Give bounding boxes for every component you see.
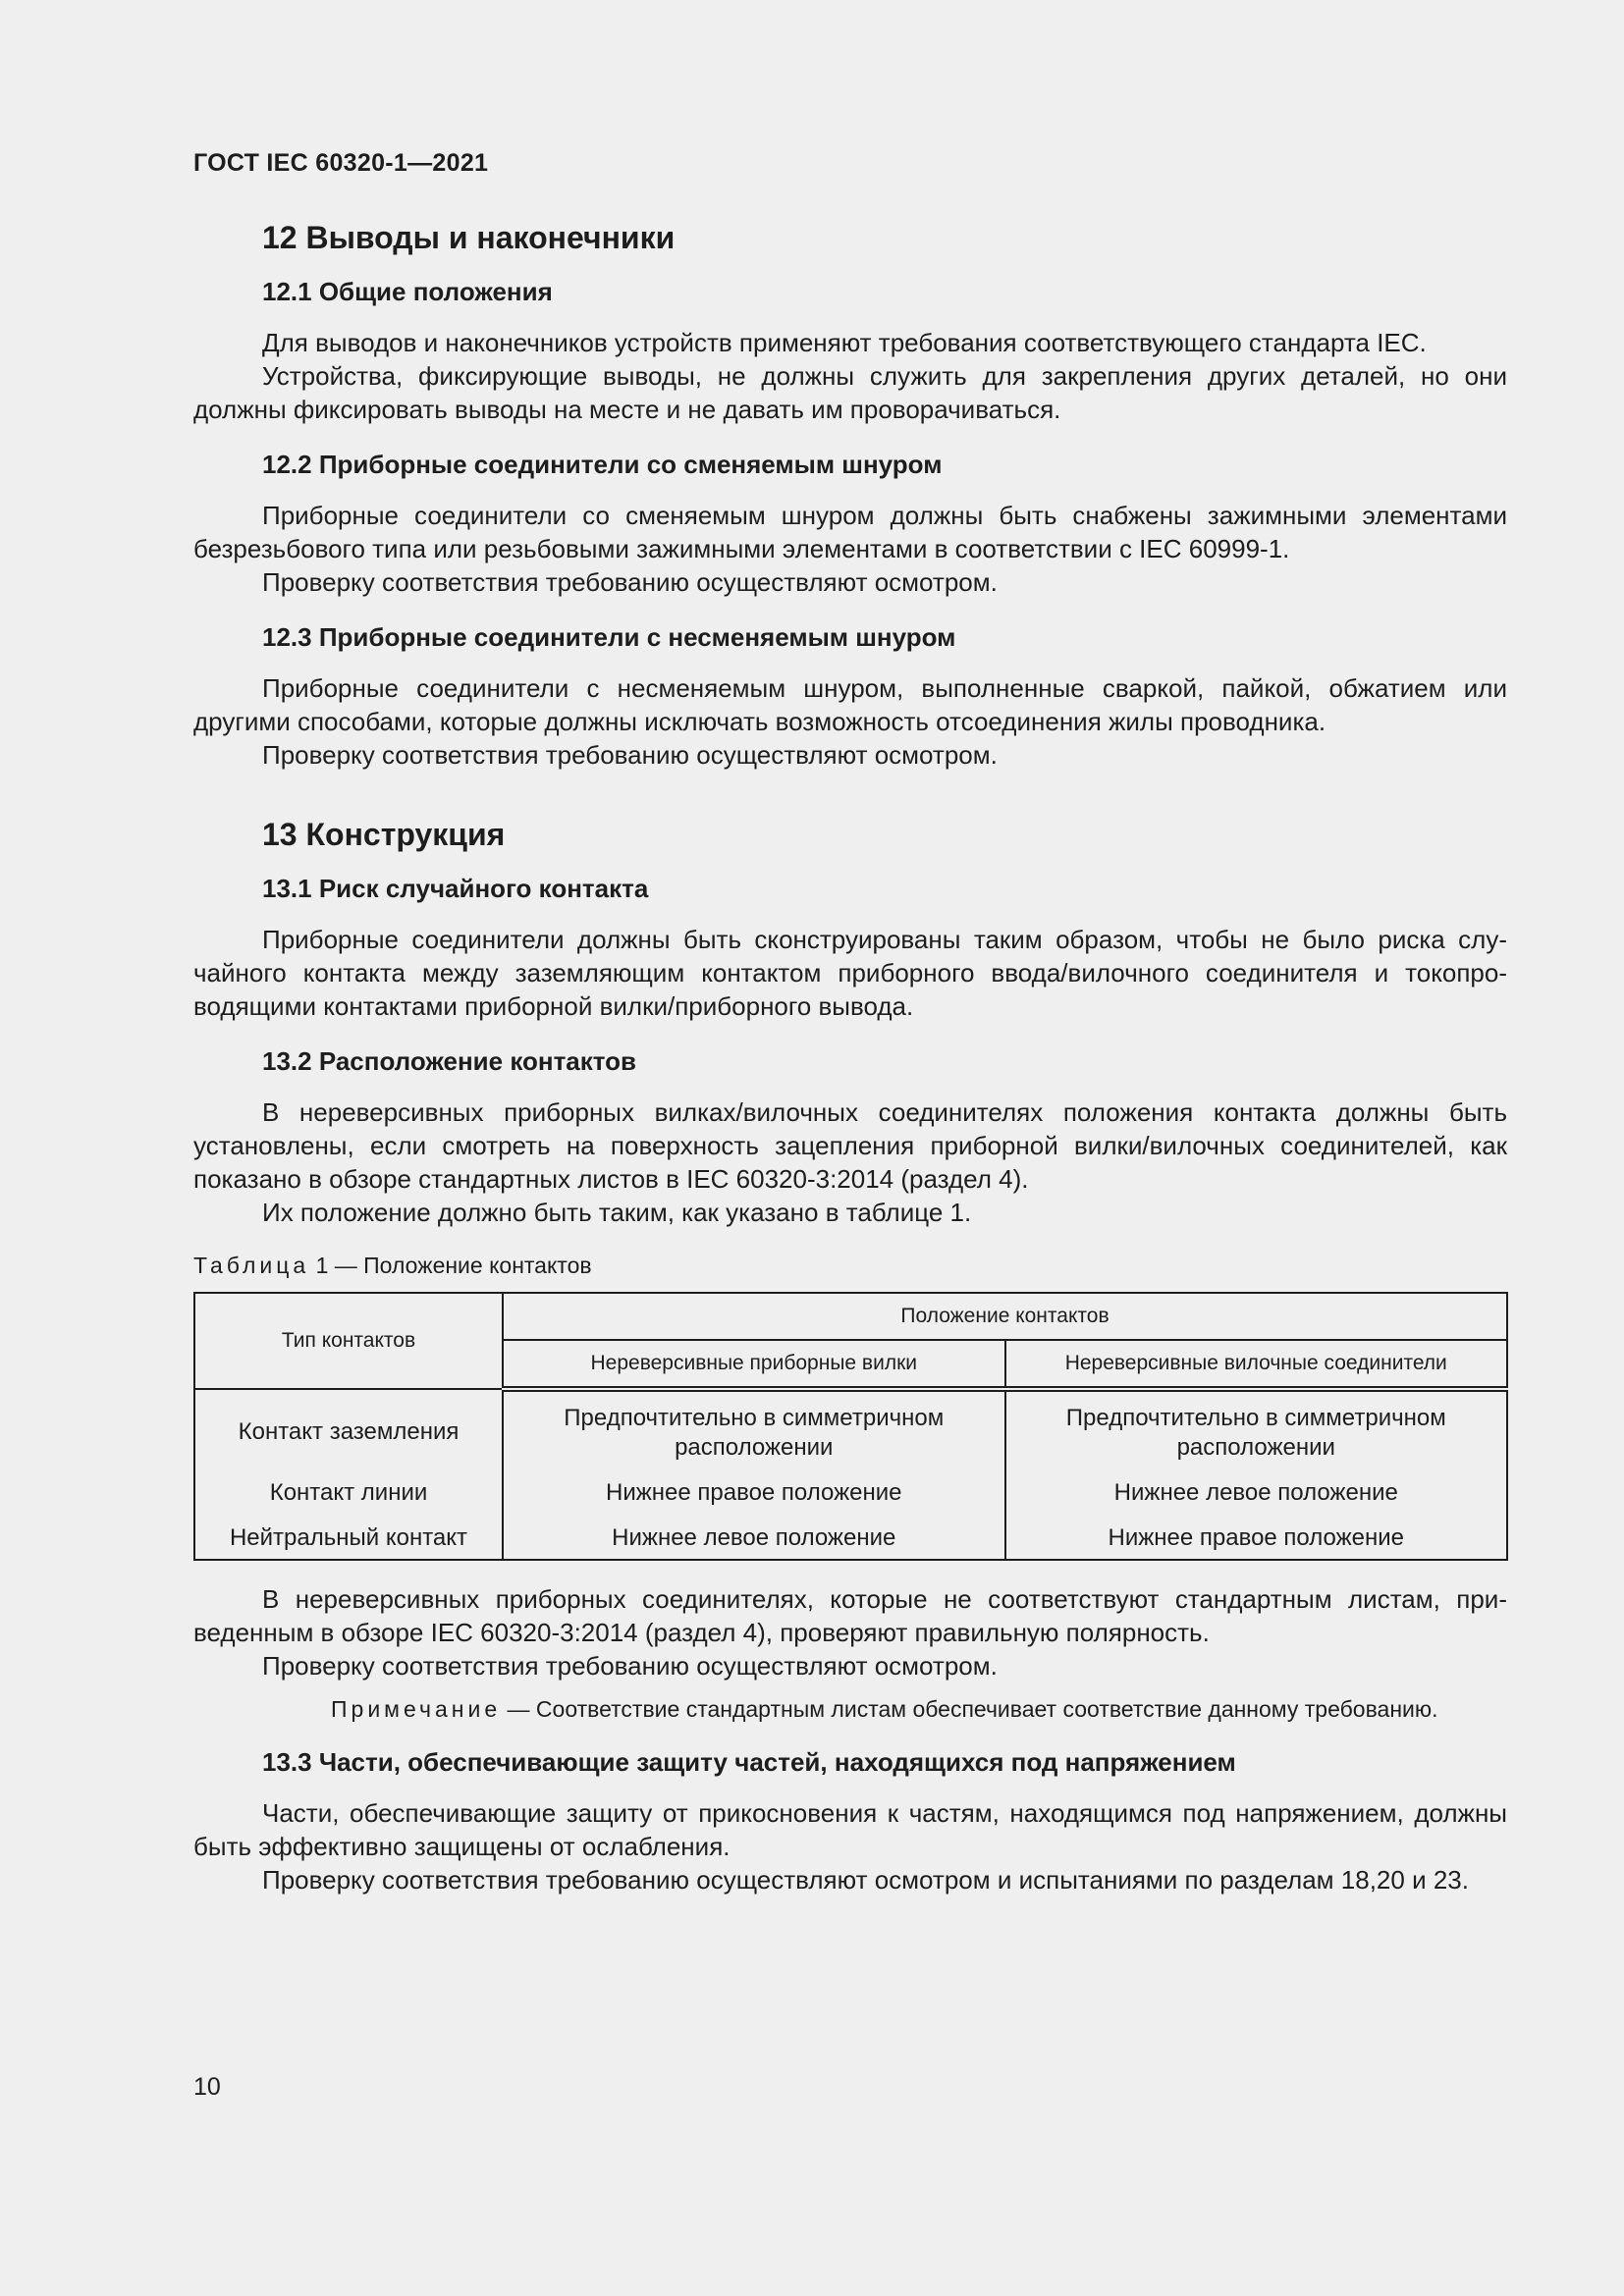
document-header: ГОСТ IEC 60320-1—2021 (193, 149, 489, 177)
cell-connectors: Нижнее левое положение (1005, 1470, 1508, 1516)
paragraph: Устройства, фиксирующие выводы, не должны служить для закрепления других деталей, но они должны фиксировать выводы на месте и не давать им проворачиваться. (193, 361, 1507, 424)
section-12-title: 12 Выводы и наконечники (262, 220, 676, 255)
paragraph: Проверку соответствия требованию осуществляют осмотром и испытаниями по разделам 18,20 и 23. (262, 1865, 1469, 1895)
column-header-type: Тип контактов (194, 1293, 503, 1389)
column-header-plugs: Нереверсивные приборные вилки (503, 1340, 1005, 1389)
cell-plugs: Предпочтительно в симметричном расположении (503, 1389, 1005, 1470)
note-label: Примечание (331, 1696, 502, 1722)
paragraph: Для выводов и наконечников устройств применяют требования соответствующего стандарта IEC. (262, 328, 1427, 357)
section-13-3-title: 13.3 Части, обеспечивающие защиту частей, находящихся под напряжением (262, 1747, 1236, 1777)
paragraph: Проверку соответствия требованию осуществляют осмотром. (262, 740, 998, 770)
contacts-table (193, 1292, 1508, 1561)
paragraph: В нереверсивных приборных соединителях, которые не соответствуют стандартным листам, приведенным в обзоре IEC 60320-3:2014 (раздел 4), проверяют правильную полярность. (193, 1584, 1507, 1647)
section-13-2-title: 13.2 Расположение контактов (262, 1046, 637, 1076)
section-12-2-title: 12.2 Приборные соединители со сменяемым шнуром (262, 450, 943, 479)
paragraph: В нереверсивных приборных вилках/вилочных соединителях положения контакта должны быть установлены, если смотреть на поверхность зацепления приборной вилки/вилочных соединителей, как показано в обзоре стандартных листов в IEC 60320-3:2014 (раздел 4). (193, 1097, 1507, 1194)
section-13-title: 13 Конструкция (262, 817, 506, 852)
page-number: 10 (193, 2073, 221, 2101)
cell-plugs: Нижнее правое положение (503, 1470, 1005, 1516)
paragraph: Приборные соединители со сменяемым шнуром должны быть снабжены зажимными элементами безрезьбового типа или резьбовыми зажимными элементами в соответствии с IEC 60999-1. (193, 501, 1507, 563)
cell-plugs: Нижнее левое положение (503, 1516, 1005, 1560)
paragraph: Проверку соответствия требованию осуществляют осмотром. (262, 567, 998, 597)
column-header-connectors: Нереверсивные вилочные соединители (1005, 1340, 1508, 1389)
section-13-1-title: 13.1 Риск случайного контакта (262, 874, 649, 903)
table-row (194, 1389, 1507, 1470)
paragraph: Приборные соединители должны быть сконструированы таким образом, чтобы не было риска случайного контакта между заземляющим контактом приборного ввода/вилочного соединителя и токопроводящими контактами приборной вилки/приборного вывода. (193, 925, 1507, 1021)
cell-connectors: Предпочтительно в симметричном расположении (1005, 1389, 1508, 1470)
table-row (194, 1470, 1507, 1516)
cell-type: Контакт заземления (194, 1389, 503, 1470)
table-caption-text: 1 — Положение контактов (309, 1253, 592, 1278)
column-header-group: Положение контактов (503, 1293, 1507, 1340)
paragraph: Части, обеспечивающие защиту от прикосновения к частям, находящимся под напряжением, должны быть эффективно защищены от ослабления. (193, 1798, 1507, 1861)
table-row (194, 1516, 1507, 1560)
paragraph: Проверку соответствия требованию осуществляют осмотром. (262, 1651, 998, 1681)
cell-type: Контакт линии (194, 1470, 503, 1516)
cell-type: Нейтральный контакт (194, 1516, 503, 1560)
document-body (193, 218, 1507, 1896)
section-12-3-title: 12.3 Приборные соединители с несменяемым шнуром (262, 622, 956, 652)
table-caption-label: Таблица (193, 1253, 310, 1278)
note (193, 1694, 1507, 1724)
table-caption (193, 1251, 1507, 1280)
cell-connectors: Нижнее правое положение (1005, 1516, 1508, 1560)
section-12-1-title: 12.1 Общие положения (262, 277, 553, 306)
note-text: — Соответствие стандартным листам обеспечивает соответствие данному требованию. (501, 1696, 1438, 1722)
paragraph: Их положение должно быть таким, как указано в таблице 1. (262, 1198, 972, 1227)
paragraph: Приборные соединители с несменяемым шнуром, выполненные сваркой, пайкой, обжатием или другими способами, которые должны исключать возможность отсоединения жилы проводника. (193, 673, 1507, 736)
